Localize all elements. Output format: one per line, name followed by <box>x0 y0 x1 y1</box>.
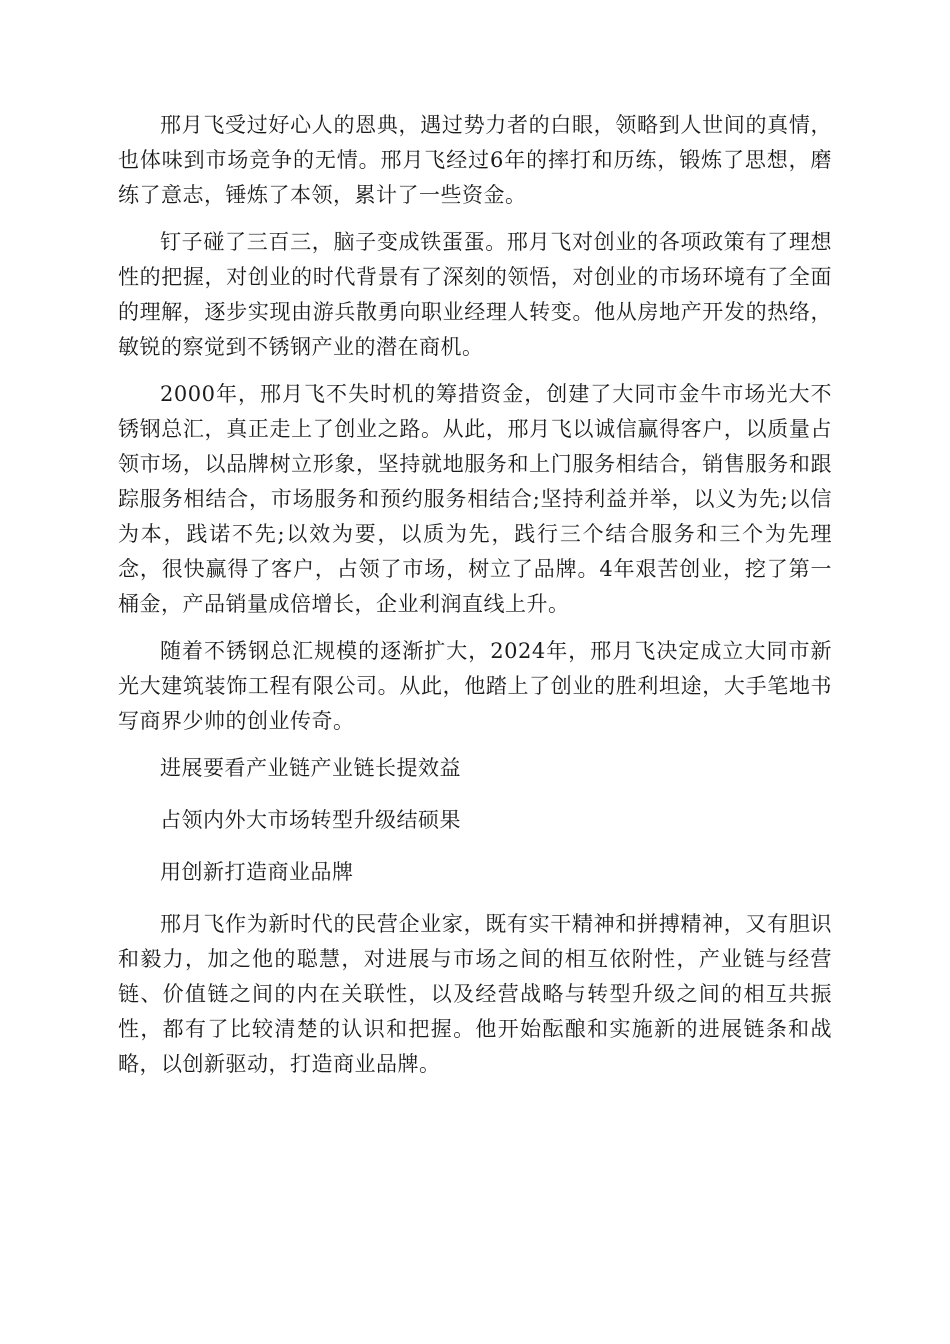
paragraph-3: 2000年，邢月飞不失时机的筹措资金，创建了大同市金牛市场光大不锈钢总汇，真正走上了创业之路。从此，邢月飞以诚信赢得客户，以质量占领市场，以品牌树立形象，坚持就地服务和上门服务相结合，销售服务和跟踪服务相结合，市场服务和预约服务相结合;坚持利益并举，以义为先;以信为本，践诺不先;以效为要，以质为先，践行三个结合服务和三个为先理念，很快赢得了客户，占领了市场，树立了品牌。4年艰苦创业，挖了第一桶金，产品销量成倍增长，企业利润直线上升。 <box>118 382 832 616</box>
paragraph-1: 邢月飞受过好心人的恩典，遇过势力者的白眼，领略到人世间的真情，也体味到市场竞争的无情。邢月飞经过6年的摔打和历练，锻炼了思想，磨练了意志，锤炼了本领，累计了一些资金。 <box>118 113 832 207</box>
paragraph-2: 钉子碰了三百三，脑子变成铁蛋蛋。邢月飞对创业的各项政策有了理想性的把握，对创业的时代背景有了深刻的领悟，对创业的市场环境有了全面的理解，逐步实现由游兵散勇向职业经理人转变。他从房地产开发的热络，敏锐的察觉到不锈钢产业的潜在商机。 <box>118 230 832 359</box>
paragraph-5: 邢月飞作为新时代的民营企业家，既有实干精神和拼搏精神，又有胆识和毅力，加之他的聪慧，对进展与市场之间的相互依附性，产业链与经营链、价值链之间的内在关联性，以及经营战略与转型升级之间的相互共振性，都有了比较清楚的认识和把握。他开始酝酿和实施新的进展链条和战略，以创新驱动，打造商业品牌。 <box>118 912 832 1076</box>
subheading-2: 占领内外大市场转型升级结硕果 <box>160 808 461 832</box>
subheading-1: 进展要看产业链产业链长提效益 <box>160 756 461 780</box>
paragraph-4: 随着不锈钢总汇规模的逐渐扩大，2024年，邢月飞决定成立大同市新光大建筑装饰工程有限公司。从此，他踏上了创业的胜利坦途，大手笔地书写商界少帅的创业传奇。 <box>118 639 832 733</box>
subheading-3: 用创新打造商业品牌 <box>160 860 354 884</box>
